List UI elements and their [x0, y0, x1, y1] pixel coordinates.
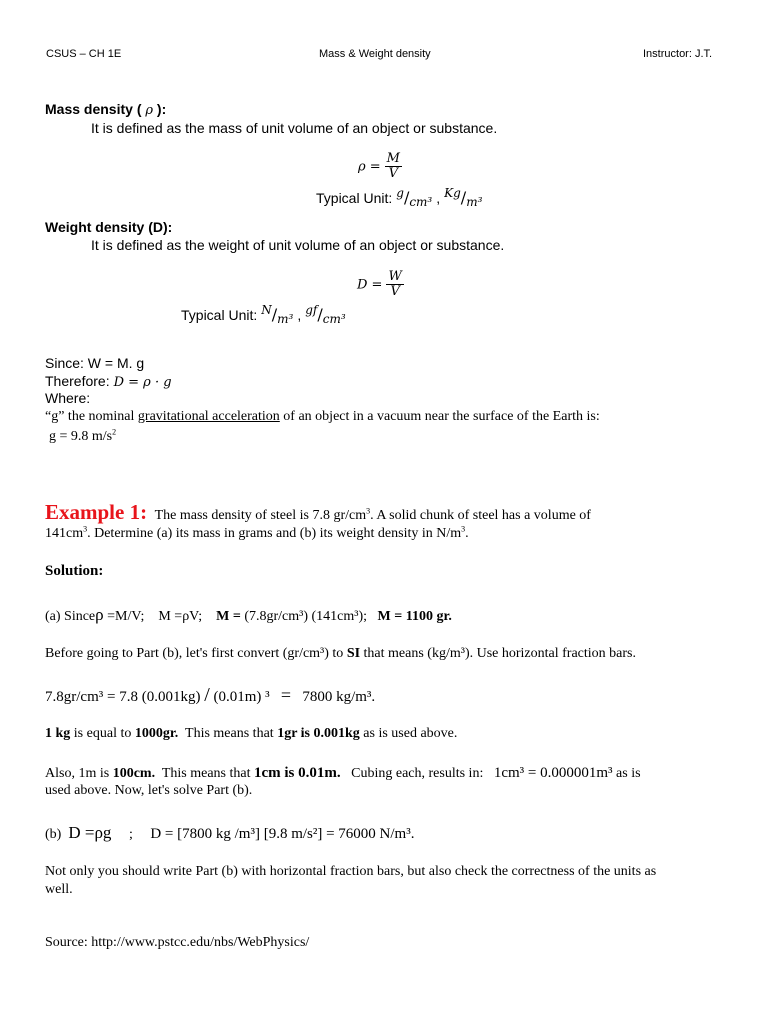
gravitational-acceleration-link[interactable]: gravitational acceleration: [137, 409, 280, 424]
convert-line: Before going to Part (b), let's first convert (gr/cm³) to SI that means (kg/m³). Use horizontal fraction bars.: [45, 646, 636, 661]
g-value: g = 9.8 $m/s^2$: [49, 427, 117, 444]
example-line-1: Example 1: The mass density of steel is 7.8 $gr/cm^3$. A solid chunk of steel has a volume of: [45, 500, 591, 524]
weight-density-formula: D = $\frac{W}{V}$: [357, 269, 402, 300]
mass-density-definition: It is defined as the mass of unit volume of an object or substance.: [91, 120, 498, 136]
weight-density-heading: Weight density (D):: [45, 219, 173, 235]
note-line-1: Not only you should write Part (b) with horizontal fraction bars, but also check the correctness of the units as: [45, 864, 657, 879]
meter-note-line-1: Also, 1m is 100cm. This means that 1cm is 0.01m. Cubing each, results in: 1cm³ = 0.000001m³ as is: [45, 765, 641, 781]
note-line-2: well.: [45, 882, 73, 897]
therefore-line: Therefore: D = ρ · g: [45, 373, 172, 390]
mass-density-units: Typical Unit: g/cm³ , Kg/m³: [316, 186, 483, 209]
where-line: Where:: [45, 390, 91, 406]
mass-density-heading: Mass density ( ρ ):: [45, 101, 167, 118]
g-definition: “g” the nominal gravitational acceleration of an object in a vacuum near the surface of the Earth is:: [45, 409, 600, 424]
example-title: Example 1:: [45, 500, 148, 524]
mass-density-formula: ρ = $\frac{M}{V}$: [358, 151, 400, 182]
header-course: CSUS – CH 1E: [46, 48, 122, 60]
conversion-equation: 7.8gr/cm³ = 7.8 (0.001kg) / (0.01m) ³ = 7800 kg/m³.: [45, 684, 376, 706]
header-title: Mass & Weight density: [319, 48, 431, 60]
header-instructor: Instructor: J.T.: [643, 48, 713, 60]
solution-part-b: (b) D =ρg ; D = [7800 kg /m³] [9.8 m/s²] = 76000 N/m³.: [45, 823, 415, 842]
solution-part-a: (a) Sinceρ =M/V; M =ρV; M = (7.8gr/cm³) (141cm³); M = 1100 gr.: [45, 605, 452, 624]
kg-note: 1 kg is equal to 1000gr. This means that 1gr is 0.001kg as is used above.: [45, 726, 458, 741]
solution-heading: Solution:: [45, 563, 104, 579]
source-line: Source: http://www.pstcc.edu/nbs/WebPhysics/: [45, 935, 310, 950]
meter-note-line-2: used above. Now, let's solve Part (b).: [45, 783, 253, 798]
example-line-2: $141cm^3$. Determine (a) its mass in grams and (b) its weight density in $N/m^3$.: [45, 524, 469, 541]
weight-density-definition: It is defined as the weight of unit volume of an object or substance.: [91, 237, 505, 253]
weight-density-units: Typical Unit: N/m³ , gf/cm³: [181, 303, 346, 326]
since-line: Since: W = M. g: [45, 355, 145, 371]
